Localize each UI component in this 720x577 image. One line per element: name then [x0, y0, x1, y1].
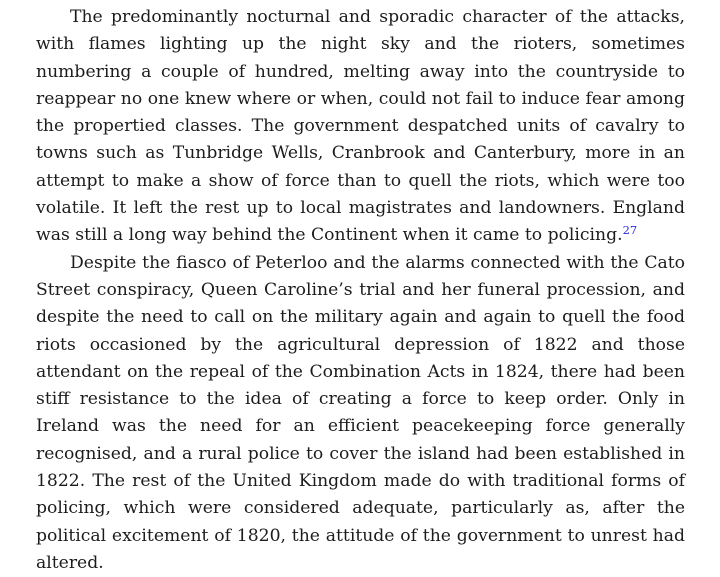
page: [36, 0, 685, 573]
paragraph-1: [36, 4, 685, 250]
paragraph-2-text: Despite the fiasco of Peterloo and the alarms connected with the Cato Street conspiracy, Queen Caroline’s trial and her funeral procession, and despite the need to call on the military again and again to quell the food riots occasioned by the agricultural depression of 1822 and those attendant on the repeal of the Combination Acts in 1824, there had been stiff resistance to the idea of creating a force to keep order. Only in Ireland was the need for an efficient peacekeeping force generally recognised, and a rural police to cover the island had been established in 1822. The rest of the United Kingdom made do with traditional forms of policing, which were considered adequate, particularly as, after the political excitement of 1820, the attitude of the government to unrest had altered.: [36, 252, 685, 573]
paragraph-1-text: The predominantly nocturnal and sporadic character of the attacks, with flames lighting up the night sky and the rioters, sometimes numbering a couple of hundred, melting away into the countryside to reappear no one knew where or when, could not fail to induce fear among the propertied classes. The government despatched units of cavalry to towns such as Tunbridge Wells, Cranbrook and Canterbury, more in an attempt to make a show of force than to quell the riots, which were too volatile. It left the rest up to local magistrates and landowners. England was still a long way behind the Continent when it came to policing.: [36, 7, 685, 246]
body-text: [36, 4, 685, 577]
paragraph-2: [36, 250, 685, 577]
footnote-reference-27[interactable]: 27: [622, 223, 638, 238]
